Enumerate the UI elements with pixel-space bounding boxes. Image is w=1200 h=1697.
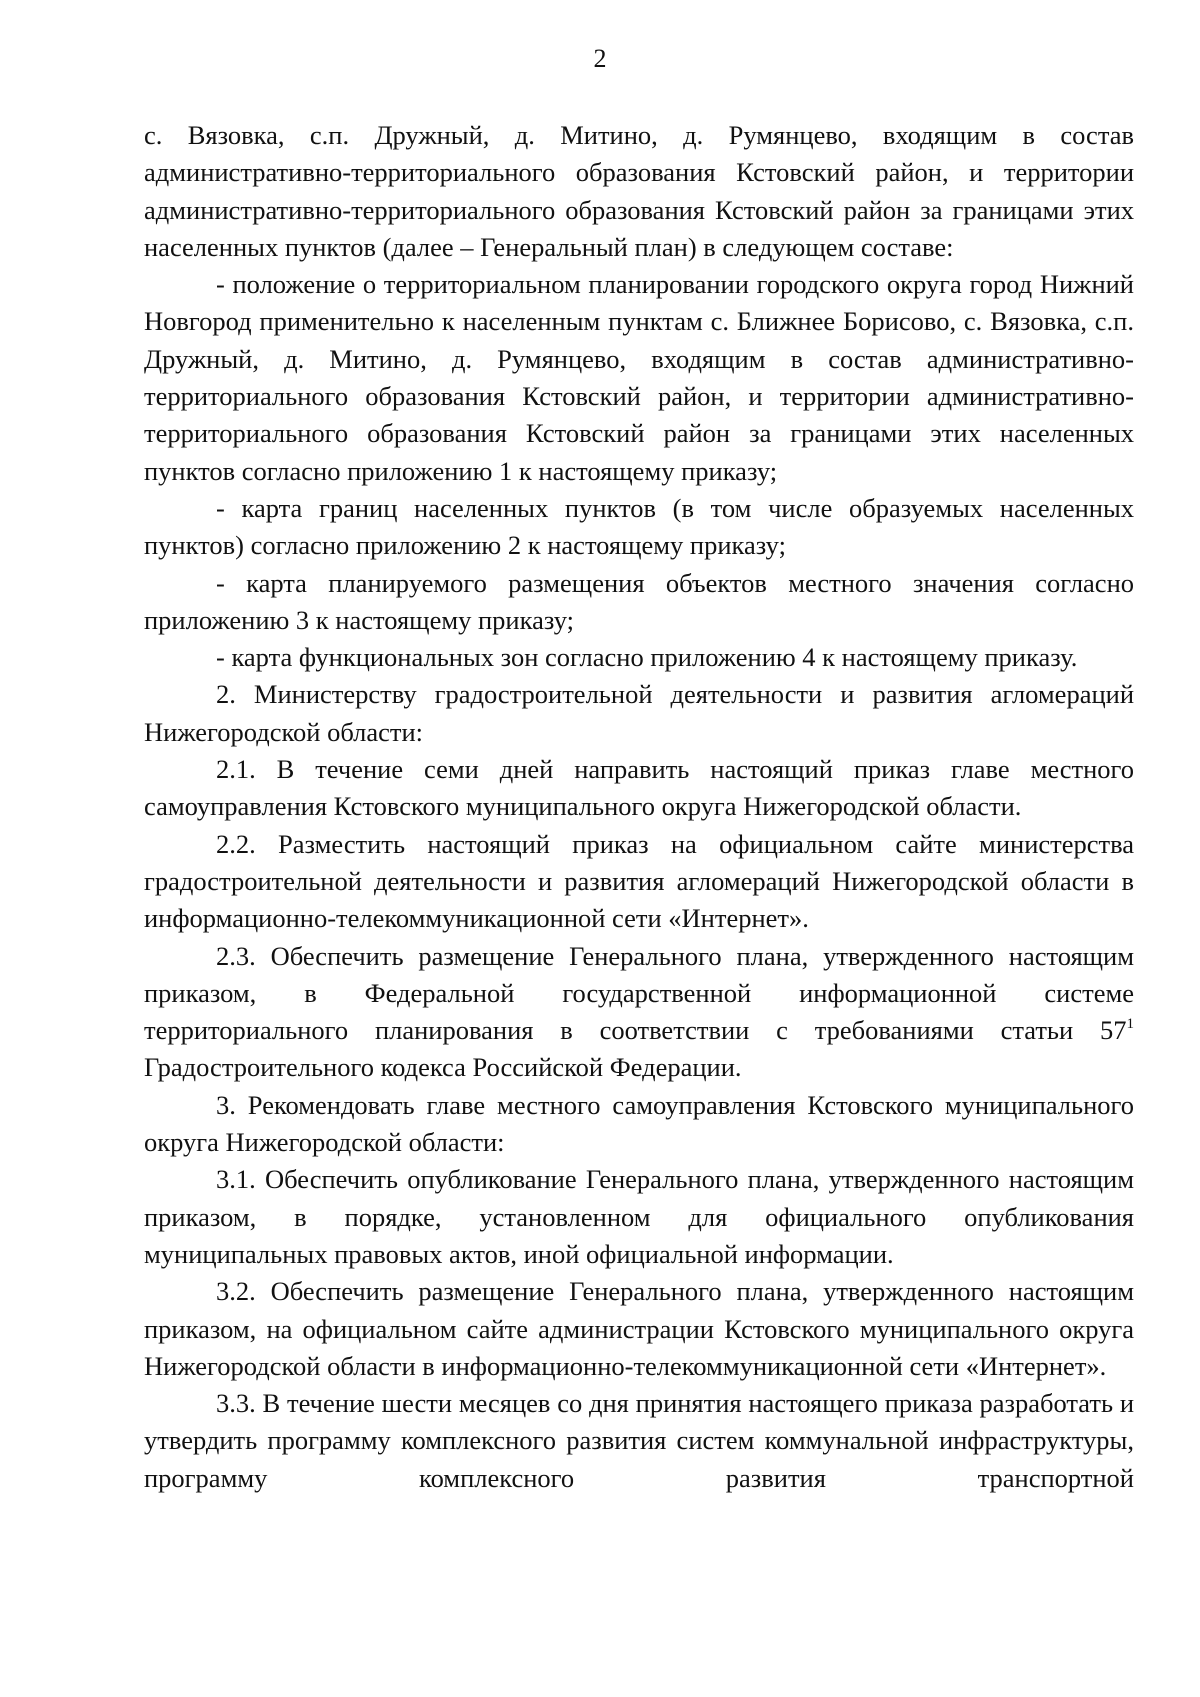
superscript: 1: [1126, 1016, 1134, 1033]
paragraph-item-2: 2. Министерству градостроительной деятельности и развития агломераций Нижегородской области:: [144, 679, 1134, 747]
paragraph-list-item-objects-map: - карта планируемого размещения объектов местного значения согласно приложению 3 к настоящему приказу;: [144, 567, 1134, 635]
document-body: [144, 117, 1134, 1497]
paragraph-item-3-1: 3.1. Обеспечить опубликование Генерального плана, утвержденного настоящим приказом, в порядке, установленном для официального опубликования муниципальных правовых актов, иной официальной информации.: [144, 1164, 1134, 1269]
paragraph-list-item-boundaries-map: - карта границ населенных пунктов (в том числе образуемых населенных пунктов) согласно приложению 2 к настоящему приказу;: [144, 492, 1134, 561]
paragraph-list-item-zones-map: - карта функциональных зон согласно приложению 4 к настоящему приказу.: [216, 642, 1078, 673]
paragraph-continuation: с. Вязовка, с.п. Дружный, д. Митино, д. Румянцево, входящим в состав административно-территориального образования Кстовский район, и территории административно-территориального образования Кстовский район за границами этих населенных пунктов (далее – Генеральный план) в следующем составе:: [144, 120, 1134, 262]
paragraph-item-2-3-text: 2.3. Обеспечить размещение Генерального плана, утвержденного настоящим приказом, в Федеральной государственной информационной системе территориального планирования в соответствии с требованиями статьи 57: [144, 940, 1134, 1046]
paragraph-item-2-1: 2.1. В течение семи дней направить настоящий приказ главе местного самоуправления Кстовского муниципального округа Нижегородской области.: [144, 754, 1134, 822]
page-number: 2: [593, 44, 607, 73]
paragraph-item-2-3: [144, 938, 1134, 1087]
paragraph-item-2-3-text-end: Градостроительного кодекса Российской Федерации.: [144, 1052, 742, 1083]
paragraph-item-3: 3. Рекомендовать главе местного самоуправления Кстовского муниципального округа Нижегородской области:: [144, 1089, 1134, 1158]
paragraph-item-2-2: 2.2. Разместить настоящий приказ на официальном сайте министерства градостроительной деятельности и развития агломераций Нижегородской области в информационно-телекоммуникационной сети «Интернет».: [144, 828, 1134, 934]
paragraph-item-3-2: 3.2. Обеспечить размещение Генерального плана, утвержденного настоящим приказом, на официальном сайте администрации Кстовского муниципального округа Нижегородской области в информационно-телекоммуникационной сети «Интернет».: [144, 1276, 1134, 1381]
paragraph-item-3-3: 3.3. В течение шести месяцев со дня принятия настоящего приказа разработать и утвердить программу комплексного развития систем коммунальной инфраструктуры, программу комплексного развития транспортной: [144, 1388, 1134, 1493]
paragraph-list-item-provision: - положение о территориальном планировании городского округа город Нижний Новгород применительно к населенным пунктам с. Ближнее Борисово, с. Вязовка, с.п. Дружный, д. Митино, д. Румянцево, входящим в состав административно-территориального образования Кстовский район, и территории административно-территориального образования Кстовский район за границами этих населенных пунктов согласно приложению 1 к настоящему приказу;: [144, 269, 1134, 486]
